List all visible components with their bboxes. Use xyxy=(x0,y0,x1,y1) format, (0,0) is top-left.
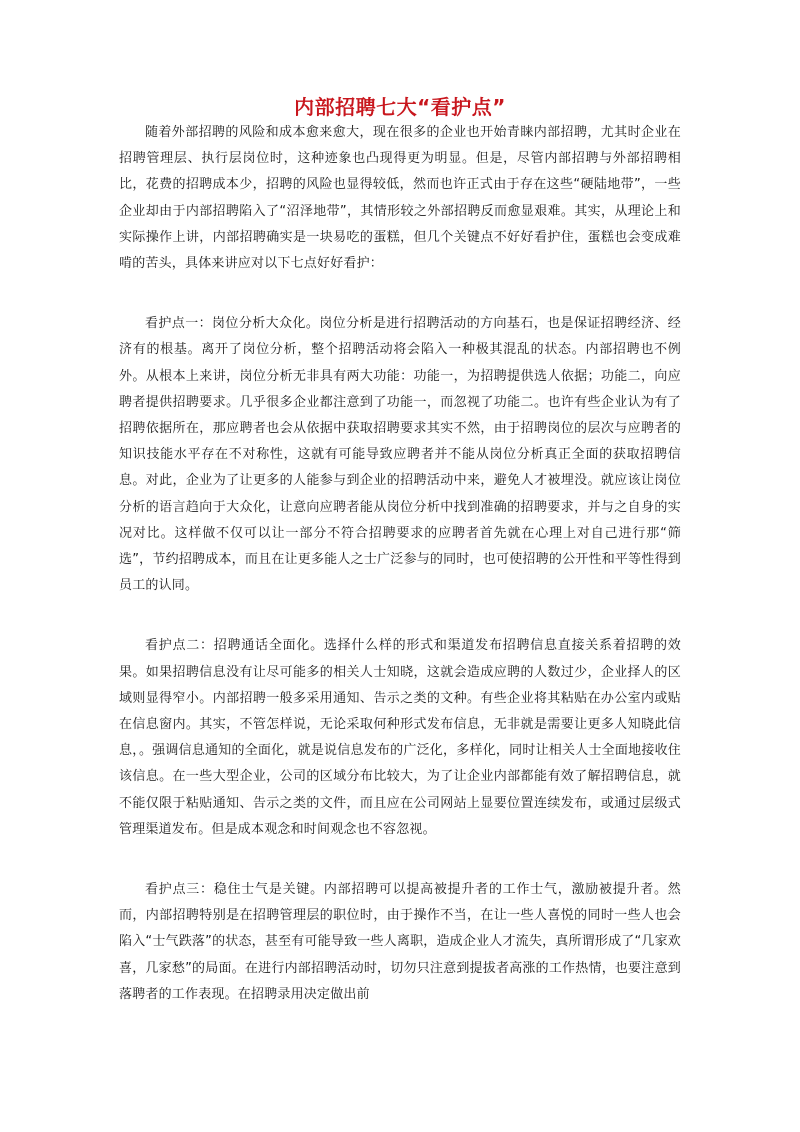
paragraph-point-1: 看护点一：岗位分析大众化。岗位分析是进行招聘活动的方向基石，也是保证招聘经济、经济有的根基。离开了岗位分析，整个招聘活动将会陷入一种极其混乱的状态。内部招聘也不例外。从根本上来讲，岗位分析无非具有两大功能：功能一，为招聘提供选人依据；功能二，向应聘者提供招聘要求。几乎很多企业都注意到了功能一，而忽视了功能二。也许有些企业认为有了招聘依据所在，那应聘者也会从依据中获取招聘要求其实不然，由于招聘岗位的层次与应聘者的知识技能水平存在不对称性，这就有可能导致应聘者并不能从岗位分析真正全面的获取招聘信息。对此，企业为了让更多的人能参与到企业的招聘活动中来，避免人才被埋没。就应该让岗位分析的语言趋向于大众化，让意向应聘者能从岗位分析中找到准确的招聘要求，并与之自身的实况对比。这样做不仅可以让一部分不符合招聘要求的应聘者首先就在心理上对自己进行那“筛选”，节约招聘成本，而且在让更多能人之士广泛参与的同时，也可使招聘的公开性和平等性得到员工的认同。 xyxy=(119,316,681,594)
paragraph-point-2: 看护点二：招聘通话全面化。选择什么样的形式和渠道发布招聘信息直接关系着招聘的效果。如果招聘信息没有让尽可能多的相关人士知晓，这就会造成应聘的人数过少，企业择人的区域则显得窄小。内部招聘一般多采用通知、告示之类的文种。有些企业将其粘贴在办公室内或贴在信息窗内。其实，不管怎样说，无论采取何种形式发布信息，无非就是需要让更多人知晓此信息，。强调信息通知的全面化，就是说信息发布的广泛化，多样化，同时让相关人士全面地接收住该信息。在一些大型企业，公司的区域分布比较大，为了让企业内部都能有效了解招聘信息，就不能仅限于粘贴通知、告示之类的文件，而且应在公司网站上显要位置连续发布，或通过层级式管理渠道发布。但是成本观念和时间观念也不容忽视。 xyxy=(119,638,681,837)
document-title: 内部招聘七大“看护点” xyxy=(294,95,506,120)
paragraph-intro: 随着外部招聘的风险和成本愈来愈大，现在很多的企业也开始青睐内部招聘，尤其时企业在招聘管理层、执行层岗位时，这种迹象也凸现得更为明显。但是，尽管内部招聘与外部招聘相比，花费的招聘成本少，招聘的风险也显得较低，然而也许正式由于存在这些“硬陆地带”，一些企业却由于内部招聘陷入了“沼泽地带”，其情形较之外部招聘反而愈显艰难。其实，从理论上和实际操作上讲，内部招聘确实是一块易吃的蛋糕，但几个关键点不好好看护住，蛋糕也会变成难啃的苦头，具体来讲应对以下七点好好看护： xyxy=(119,125,681,272)
document-body xyxy=(119,120,681,1008)
paragraph-point-3: 看护点三：稳住士气是关键。内部招聘可以提高被提升者的工作士气，激励被提升者。然而，内部招聘特别是在招聘管理层的职位时，由于操作不当，在让一些人喜悦的同时一些人也会陷入“士气跌落”的状态，甚至有可能导致一些人离职，造成企业人才流失，真所谓形成了“几家欢喜，几家愁”的局面。在进行内部招聘活动时，切勿只注意到提拔者高涨的工作热情，也要注意到落聘者的工作表现。在招聘录用决定做出前 xyxy=(119,882,682,1002)
